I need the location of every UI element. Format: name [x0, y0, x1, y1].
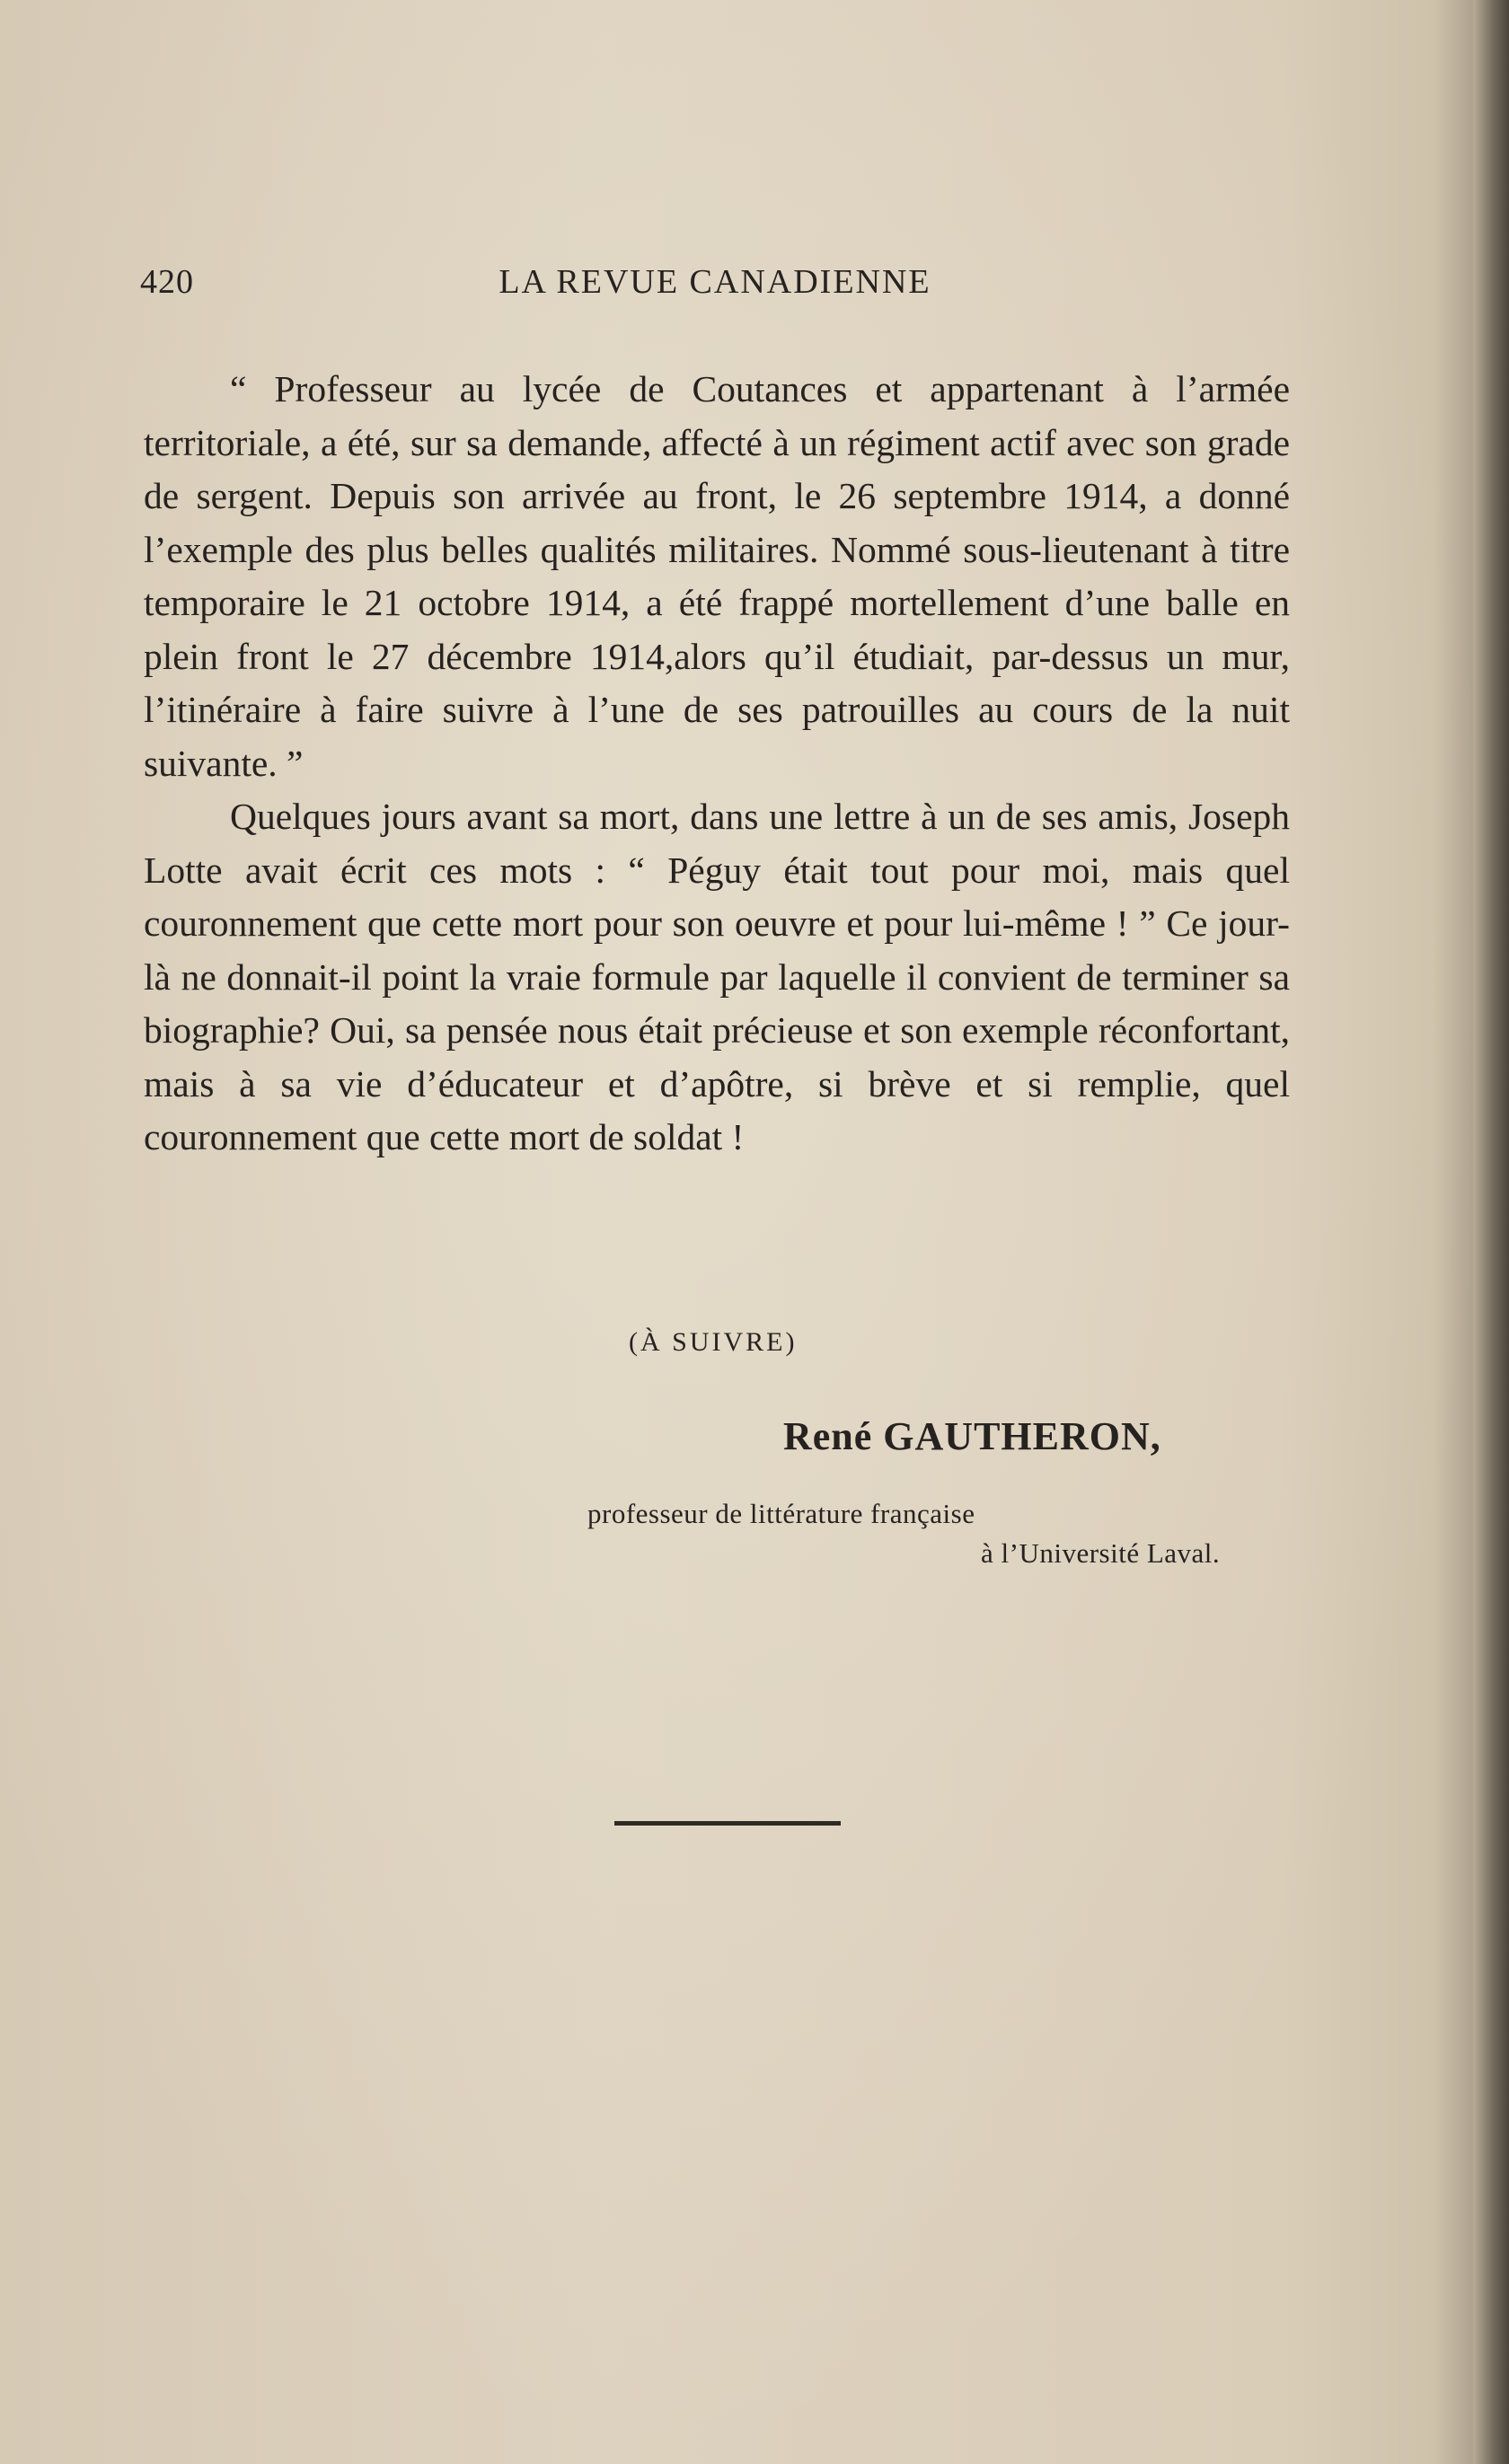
- author-title-line-1: professeur de littérature française: [587, 1498, 975, 1529]
- author-title-line-2: à l’Université Laval.: [981, 1537, 1221, 1569]
- to-be-continued: (À SUIVRE): [629, 1327, 798, 1357]
- paragraph-citation: “ Professeur au lycée de Coutances et appartenant à l’armée territoriale, a été, sur sa demande, affecté à un régiment actif avec son grade de sergent. Depuis son arrivée au front, le 26 septembre 1914, a donné l’exemple des plus belles qualités militaires. Nommé sous-lieutenant à titre temporaire le 21 octobre 1914, a été frappé mortellement d’une balle en plein front le 27 décembre 1914,alors qu’il étudiait, par-dessus un mur, l’itinéraire à faire suivre à l’une de ses patrouilles au cours de la nuit suivante. ”: [144, 368, 1290, 784]
- author-name: René GAUTHERON,: [783, 1414, 1161, 1458]
- end-rule-divider: [614, 1821, 841, 1826]
- body-text: [144, 363, 1290, 1165]
- running-head: [140, 262, 1290, 307]
- journal-title: LA REVUE CANADIENNE: [499, 263, 931, 301]
- page-number: 420: [140, 263, 194, 301]
- page-binding-edge: [1473, 0, 1509, 2464]
- paragraph-lotte-letter: Quelques jours avant sa mort, dans une lettre à un de ses amis, Joseph Lotte avait écrit ces mots : “ Péguy était tout pour moi, mais quel couronnement que cette mort pour son oeuvre et pour lui-même ! ” Ce jour-là ne donnait-il point la vraie formule par laquelle il convient de terminer sa biographie? Oui, sa pensée nous était précieuse et son exemple réconfortant, mais à sa vie d’éducateur et d’apôtre, si brève et si remplie, quel couronnement que cette mort de soldat !: [144, 796, 1290, 1157]
